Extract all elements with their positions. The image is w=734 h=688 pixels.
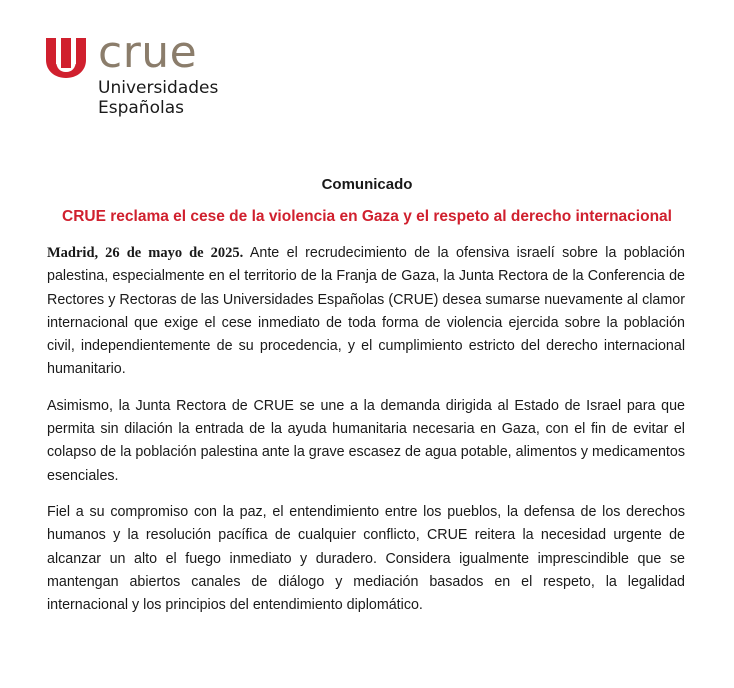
crue-emblem-icon: [44, 38, 88, 78]
document-type-heading: Comunicado: [321, 176, 413, 193]
paragraph-1-text: Ante el recrudecimiento de la ofensiva israelí sobre la población palestina, especialmente en el territorio de la Franja de Gaza, la Junta Rectora de la Conferencia de Rectores y Rectoras de las Universidades Españolas (CRUE) desea sumarse nuevamente al clamor internacional que exige el cese inmediato de toda forma de violencia ejercida sobre la población civil, independientemente de su procedencia, y el cumplimiento estricto del derecho internacional humanitario.: [47, 245, 686, 378]
document-body: [47, 242, 685, 630]
logo-wordmark: crue: [98, 27, 198, 78]
logo-text: [98, 27, 219, 118]
press-release-headline: CRUE reclama el cese de la violencia en Gaza y el respeto al derecho internacional: [62, 208, 672, 225]
paragraph-3: Fiel a su compromiso con la paz, el entendimiento entre los pueblos, la defensa de los derechos humanos y la resolución pacífica de cualquier conflicto, CRUE reitera la necesidad urgente de alcanzar un alto el fuego inmediato y duradero. Considera igualmente imprescindible que se mantengan abiertos canales de diálogo y mediación basados en el respeto, la legalidad internacional y los principios del entendimiento diplomático.: [47, 503, 685, 614]
logo-subtitle-line2: Españolas: [98, 98, 184, 118]
crue-logo: [44, 27, 219, 118]
paragraph-1: [47, 242, 685, 382]
dateline: Madrid, 26 de mayo de 2025.: [47, 245, 244, 261]
paragraph-2: Asimismo, la Junta Rectora de CRUE se une a la demanda dirigida al Estado de Israel para que permita sin dilación la entrada de la ayuda humanitaria necesaria en Gaza, con el fin de evitar el colapso de la población palestina ante la grave escasez de agua potable, alimentos y medicamentos esenciales.: [47, 397, 685, 484]
logo-subtitle-line1: Universidades: [98, 78, 219, 98]
